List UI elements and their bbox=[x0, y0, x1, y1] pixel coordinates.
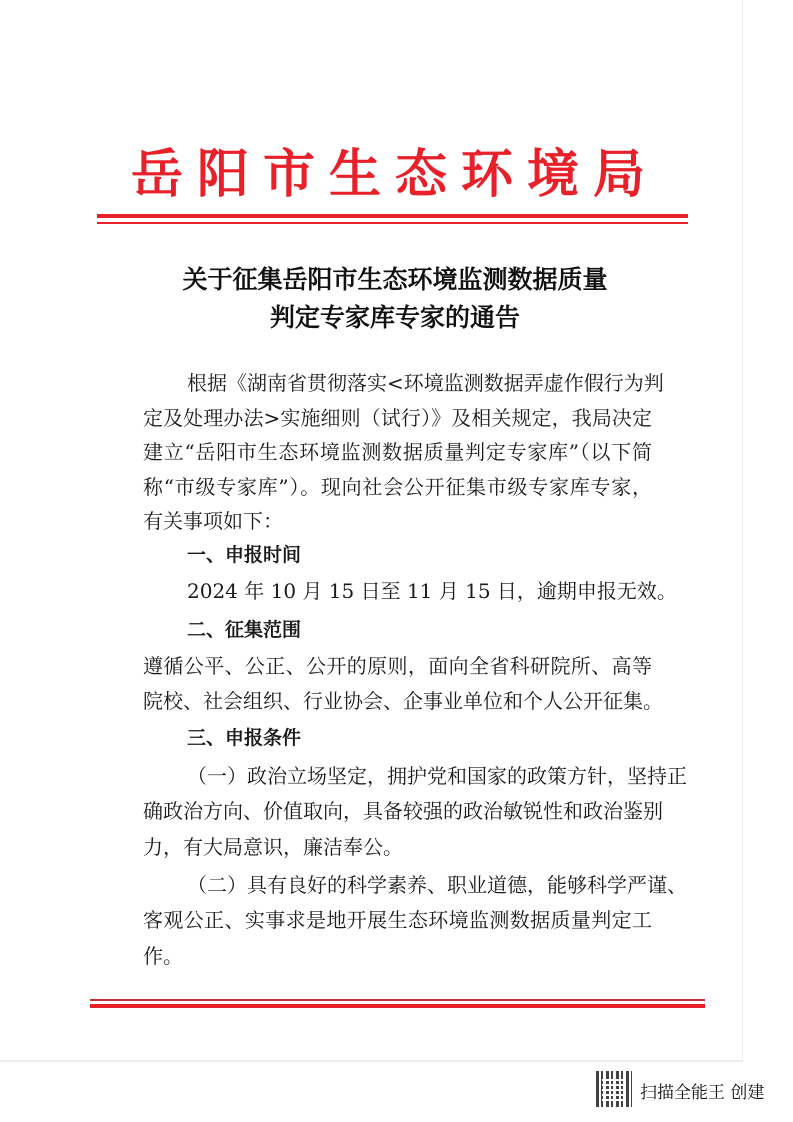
section-line: （二）具有良好的科学素养、职业道德，能够科学严谨、 bbox=[187, 873, 687, 897]
intro-line: 称“市级专家库”）。现向社会公开征集市级专家库专家， bbox=[143, 475, 652, 499]
section-line: （一）政治立场坚定，拥护党和国家的政策方针，坚持正 bbox=[187, 764, 687, 788]
section-line: 2024 年 10 月 15 日至 11 月 15 日，逾期申报无效。 bbox=[187, 579, 677, 603]
organization-header: 岳阳市生态环境局 bbox=[130, 144, 659, 205]
section-line: 力，有大局意识，廉洁奉公。 bbox=[143, 835, 403, 859]
section-line: 确政治方向、价值取向，具备较强的政治敏锐性和政治鉴别 bbox=[143, 799, 663, 823]
section-heading: 二、征集范围 bbox=[187, 619, 302, 641]
intro-line: 建立“岳阳市生态环境监测数据质量判定专家库”（以下简 bbox=[143, 440, 652, 464]
intro-line: 有关事项如下： bbox=[143, 509, 283, 533]
section-line: 院校、社会组织、行业协会、企事业单位和个人公开征集。 bbox=[143, 689, 663, 713]
footer-rule-thick bbox=[90, 1004, 705, 1008]
intro-line: 定及处理办法>实施细则（试行）》及相关规定，我局决定 bbox=[143, 406, 652, 430]
header-rule-thick bbox=[97, 214, 688, 218]
document-title-line2: 判定专家库专家的通告 bbox=[269, 303, 520, 332]
section-line: 客观公正、实事求是地开展生态环境监测数据质量判定工 bbox=[143, 908, 652, 932]
intro-line: 根据《湖南省贯彻落实<环境监测数据弄虚作假行为判 bbox=[187, 371, 664, 395]
header-rule-thin bbox=[97, 222, 688, 224]
document-title-line1: 关于征集岳阳市生态环境监测数据质量 bbox=[182, 265, 608, 294]
scanner-watermark: 扫描全能王 创建 bbox=[640, 1083, 765, 1103]
qr-code-icon bbox=[596, 1071, 632, 1107]
section-line: 遵循公平、公正、公开的原则，面向全省科研院所、高等 bbox=[143, 654, 652, 678]
section-heading: 一、申报时间 bbox=[187, 544, 302, 566]
section-heading: 三、申报条件 bbox=[187, 727, 302, 749]
footer-rule-thin bbox=[90, 999, 705, 1001]
section-line: 作。 bbox=[143, 944, 183, 968]
